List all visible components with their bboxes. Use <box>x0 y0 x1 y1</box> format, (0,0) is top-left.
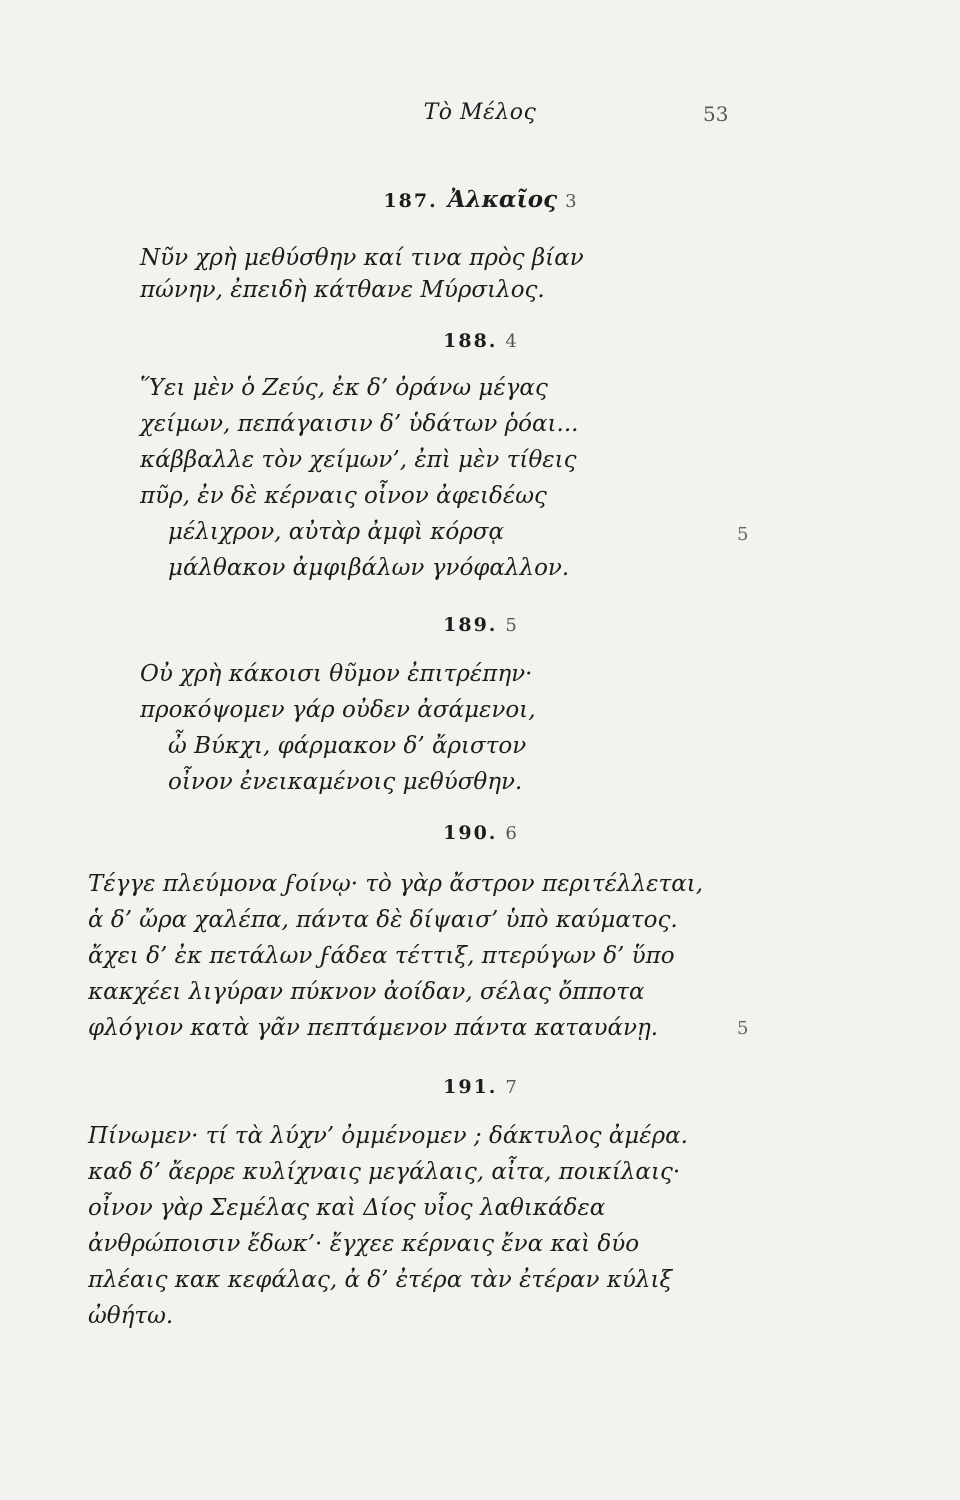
verse-line: ὠθήτω. <box>88 1303 174 1329</box>
verse-line: Οὐ χρὴ κάκοισι θῦμον ἐπιτρέπην· <box>140 661 533 687</box>
fragment-reference: 4 <box>505 331 517 352</box>
verse-line: κάββαλλε τὸν χείμων’, ἐπὶ μὲν τίθεις <box>140 447 577 473</box>
fragment-heading-189 <box>0 612 960 642</box>
fragment-reference: 6 <box>505 823 517 844</box>
verse-line: προκόψομεν γάρ οὐδεν ἀσάμενοι, <box>140 697 536 723</box>
verse-line: ἁ δ’ ὤρα χαλέπα, πάντα δὲ δίψαισ’ ὑπὸ καύματος. <box>88 907 678 933</box>
running-title: Τὸ Μέλος <box>423 100 537 125</box>
verse-line: Ὕει μὲν ὁ Ζεύς, ἐκ δ’ ὀράνω μέγας <box>140 375 548 401</box>
fragment-heading-187 <box>0 186 960 216</box>
verse-line: Τέγγε πλεύμονα ϝοίνῳ· τὸ γὰρ ἄστρον περιτέλλεται, <box>88 871 704 897</box>
running-head <box>0 100 960 132</box>
fragment-author: Ἀλκαῖος <box>447 186 558 213</box>
fragment-reference: 3 <box>565 191 577 212</box>
fragment-heading-191 <box>0 1074 960 1104</box>
verse-line: οἶνον ἐνεικαμένοις μεθύσθην. <box>168 769 523 795</box>
fragment-reference: 5 <box>505 615 517 636</box>
verse-line: Νῦν χρὴ μεθύσθην καί τινα πρὸς βίαν <box>140 245 584 271</box>
verse-line: καδ δ’ ἄερρε κυλίχναις μεγάλαις, αἶτα, ποικίλαις· <box>88 1159 681 1185</box>
verse-line: πώνην, ἐπειδὴ κάτθανε Μύρσιλος. <box>140 277 545 303</box>
verse-line: πῦρ, ἐν δὲ κέρναις οἶνον ἀφειδέως <box>140 483 547 509</box>
verse-line: οἶνον γὰρ Σεμέλας καὶ Δίος υἶος λαθικάδεα <box>88 1195 606 1221</box>
fragment-number: 190. <box>443 822 498 844</box>
verse-line: ἀνθρώποισιν ἔδωκ’· ἔγχεε κέρναις ἔνα καὶ δύο <box>88 1231 640 1257</box>
verse-line: Πίνωμεν· τί τὰ λύχν’ ὀμμένομεν ; δάκτυλος ἀμέρα. <box>88 1123 688 1149</box>
verse-line: ἄχει δ’ ἐκ πετάλων ϝάδεα τέττιξ, πτερύγων δ’ ὕπο <box>88 943 675 969</box>
verse-line: χείμων, πεπάγαισιν δ’ ὑδάτων ῥόαι... <box>140 411 579 437</box>
fragment-heading-188 <box>0 328 960 358</box>
fragment-reference: 7 <box>505 1077 517 1098</box>
line-number-marker: 5 <box>737 524 749 545</box>
fragment-number: 187. <box>383 190 438 212</box>
fragment-number: 188. <box>443 330 498 352</box>
fragment-heading-190 <box>0 820 960 850</box>
fragment-number: 191. <box>443 1076 498 1098</box>
page-number: 53 <box>703 102 729 126</box>
line-number-marker: 5 <box>737 1018 749 1039</box>
verse-line: ὦ Βύκχι, φάρμακον δ’ ἄριστον <box>168 733 527 759</box>
verse-line: μάλθακον ἀμφιβάλων γνόφαλλον. <box>168 555 570 581</box>
verse-line: φλόγιον κατὰ γᾶν πεπτάμενον πάντα καταυάνῃ. <box>88 1015 659 1041</box>
verse-line: πλέαις κακ κεφάλας, ἀ δ’ ἐτέρα τὰν ἐτέραν κύλιξ <box>88 1267 673 1293</box>
verse-line: μέλιχρον, αὐτὰρ ἀμφὶ κόρσᾳ <box>168 519 504 545</box>
verse-line: κακχέει λιγύραν πύκνον ἀοίδαν, σέλας ὄπποτα <box>88 979 645 1005</box>
fragment-number: 189. <box>443 614 498 636</box>
